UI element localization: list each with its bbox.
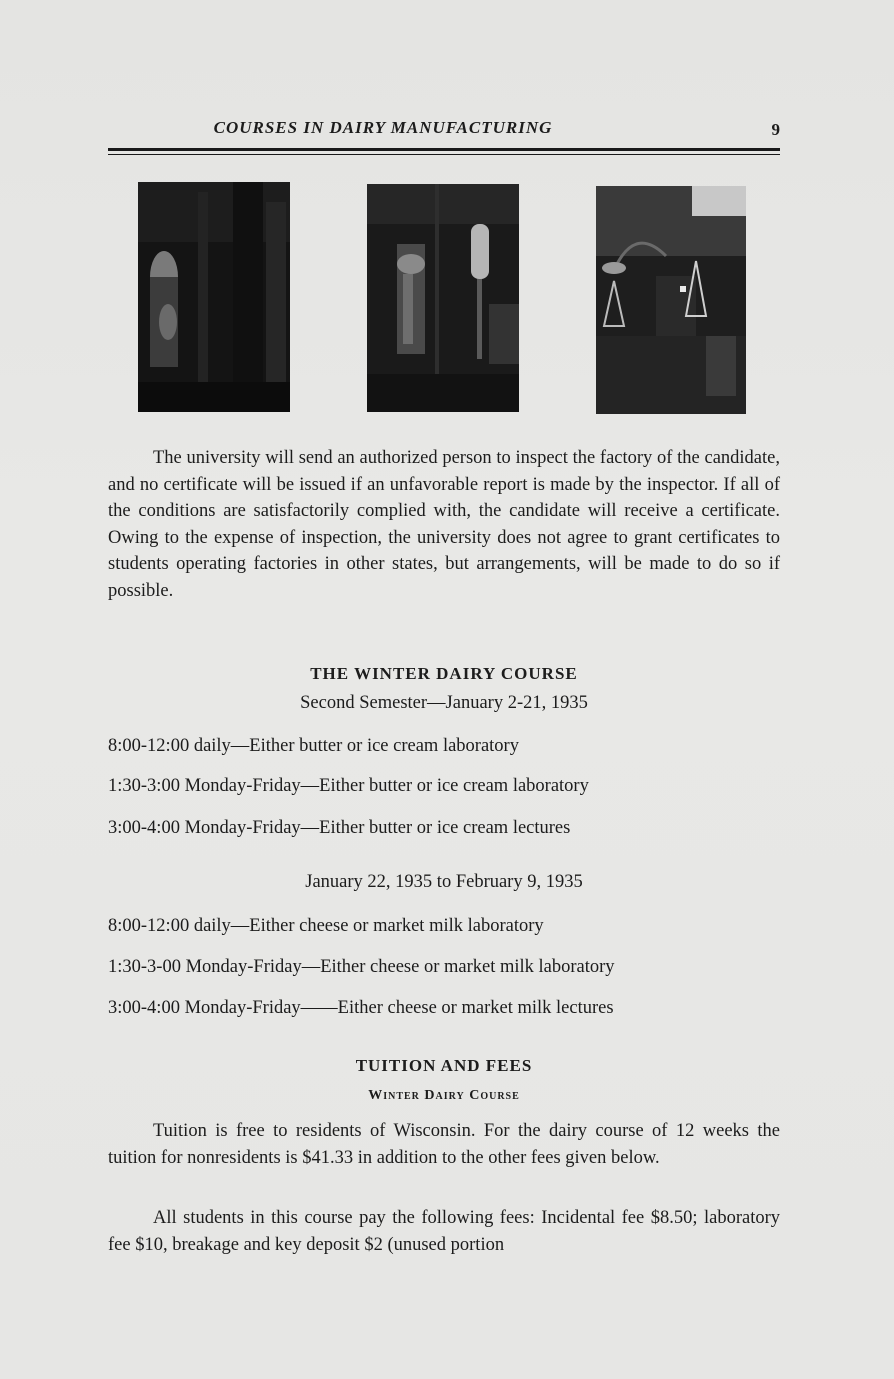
fees-paragraph: All students in this course pay the following fees: Incidental fee $8.50; laboratory fee $10, breakage and key deposit $2 (unused portion bbox=[108, 1208, 780, 1255]
schedule-row: 8:00-12:00 daily—Either cheese or market milk laboratory bbox=[108, 916, 544, 936]
winter-course-heading: THE WINTER DAIRY COURSE bbox=[310, 664, 578, 683]
tuition-subheading: Winter Dairy Course bbox=[368, 1088, 520, 1103]
running-head bbox=[108, 118, 780, 146]
schedule-row: 1:30-3-00 Monday-Friday—Either cheese or market milk laboratory bbox=[108, 957, 615, 977]
header-rule-thin bbox=[108, 154, 780, 155]
schedule-row: 8:00-12:00 daily—Either butter or ice cream laboratory bbox=[108, 736, 519, 756]
period-one-title: Second Semester—January 2-21, 1935 bbox=[300, 693, 588, 713]
schedule-row: 3:00-4:00 Monday-Friday——Either cheese or market milk lectures bbox=[108, 998, 614, 1018]
photo-dairy-equipment-left bbox=[138, 182, 290, 412]
running-title: COURSES IN DAIRY MANUFACTURING bbox=[213, 118, 553, 137]
schedule-row: 3:00-4:00 Monday-Friday—Either butter or ice cream lectures bbox=[108, 818, 571, 838]
photo-dairy-equipment-center bbox=[367, 184, 519, 412]
tuition-paragraph: Tuition is free to residents of Wisconsin. For the dairy course of 12 weeks the tuition for nonresidents is $41.33 in addition to the other fees given below. bbox=[108, 1121, 780, 1168]
header-rule-thick bbox=[108, 148, 780, 151]
page-number: 9 bbox=[771, 120, 780, 139]
schedule-row: 1:30-3:00 Monday-Friday—Either butter or ice cream laboratory bbox=[108, 776, 589, 796]
period-two-title: January 22, 1935 to February 9, 1935 bbox=[305, 872, 583, 892]
tuition-heading: TUITION AND FEES bbox=[355, 1056, 533, 1075]
photo-dairy-laboratory-right bbox=[596, 186, 746, 414]
intro-paragraph: The university will send an authorized person to inspect the factory of the candidate, and no certificate will be issued if an unfavorable report is made by the inspector. If all of the conditions are satisfactorily complied with, the candidate will receive a certificate. Owing to the expense of inspection, the university does not agree to grant certificates to students operating factories in other states, but arrangements, will be made to do so if possible. bbox=[108, 448, 780, 601]
